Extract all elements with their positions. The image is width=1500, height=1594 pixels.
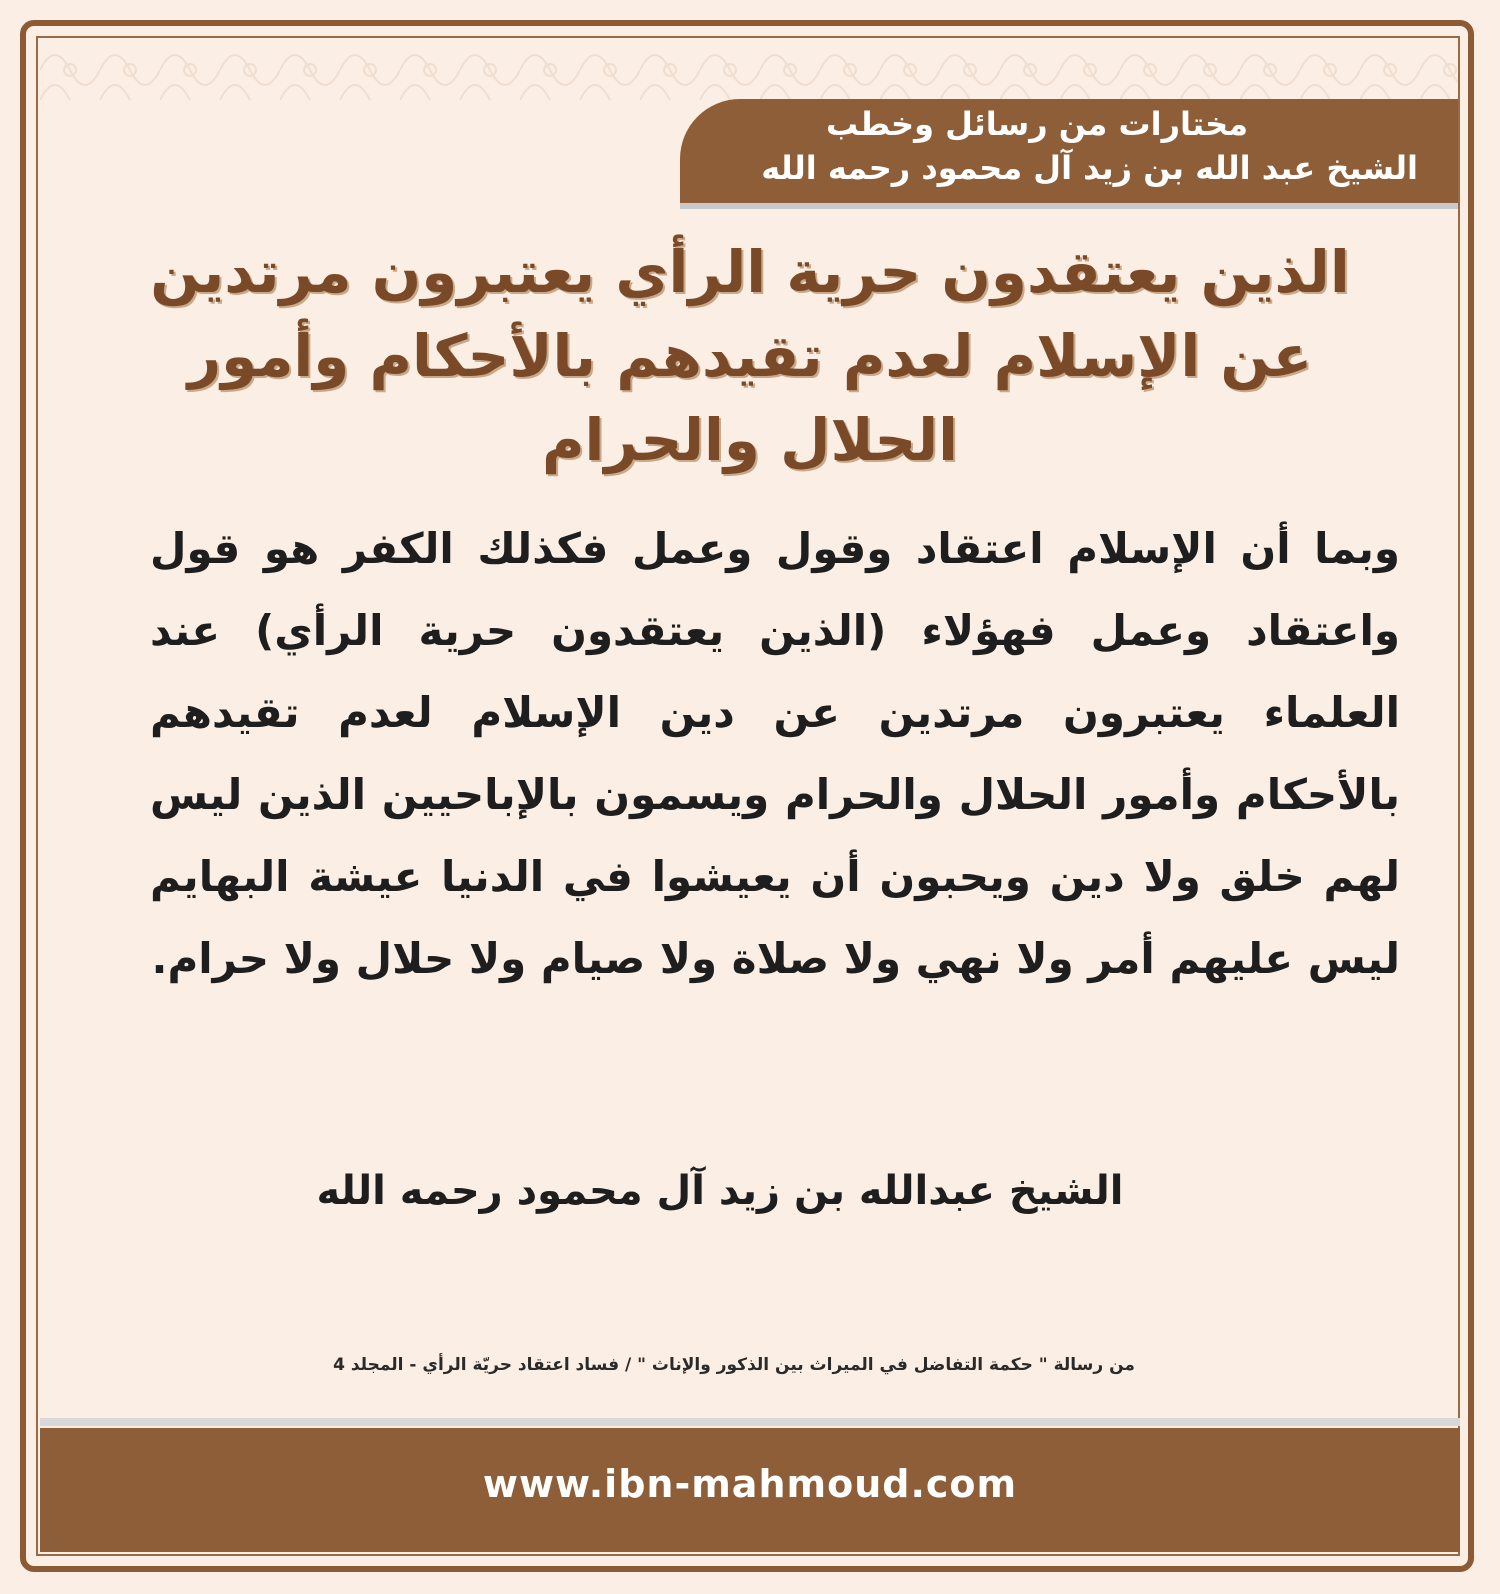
footer-banner (40, 1428, 1460, 1552)
website-link[interactable]: www.ibn-mahmoud.com (482, 1462, 1018, 1506)
page-title: الذين يعتقدون حرية الرأي يعتبرون مرتدين عن الإسلام لعدم تقيدهم بالأحكام وأمور الحلال والحرام (150, 238, 1350, 474)
quote-body: وبما أن الإسلام اعتقاد وقول وعمل فكذلك الكفر هو قول واعتقاد وعمل فهؤلاء (الذين يعتقدون حرية الرأي) عند العلماء يعتبرون مرتدين عن دين الإسلام لعدم تقيدهم بالأحكام وأمور الحلال والحرام ويسمون بالإباحيين الذين ليس لهم خلق ولا دين ويحبون أن يعيشوا في الدنيا عيشة البهايم ليس عليهم أمر ولا نهي ولا صلاة ولا صيام ولا حلال ولا حرام. (150, 524, 1400, 983)
divider (40, 1418, 1460, 1426)
header-author: الشيخ عبد الله بن زيد آل محمود رحمه الله (761, 149, 1418, 187)
header-banner (680, 99, 1458, 203)
source-citation: من رسالة " حكمة التفاضل في الميراث بين الذكور والإناث " / فساد اعتقاد حريّة الرأي - المجلد 4 (333, 1355, 1135, 1375)
header-subtitle: مختارات من رسائل وخطب (825, 105, 1248, 143)
signature: الشيخ عبدالله بن زيد آل محمود رحمه الله (316, 1168, 1124, 1214)
